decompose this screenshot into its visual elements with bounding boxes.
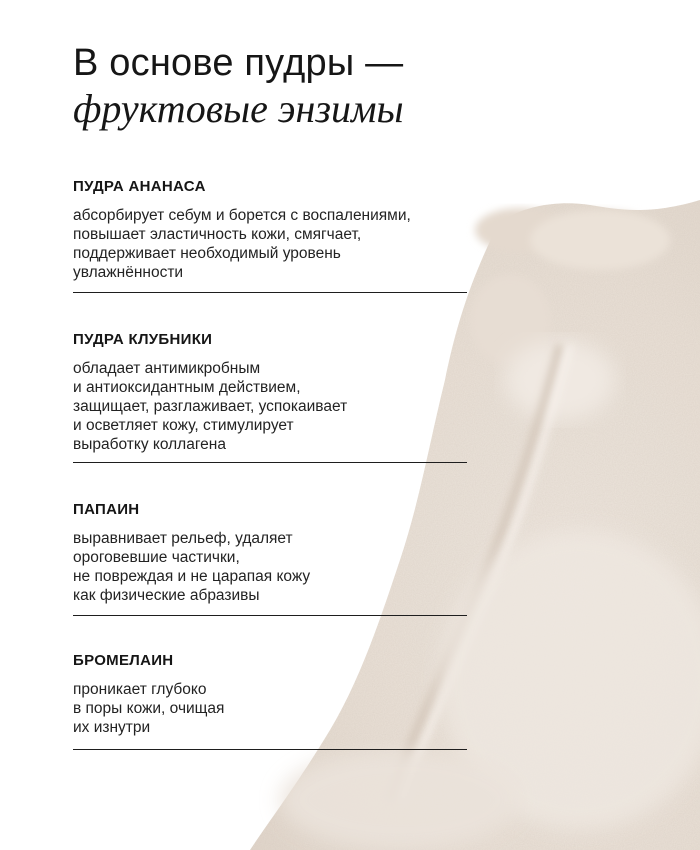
page-subtitle: фруктовые энзимы — [73, 86, 404, 131]
content-panel — [73, 40, 473, 736]
ingredient-title: ПУДРА КЛУБНИКИ — [73, 331, 213, 348]
divider — [73, 292, 467, 293]
ingredient-description: выравнивает рельеф, удаляет ороговевшие частички, не повреждая и не царапая кожу как физические абразивы — [73, 530, 311, 604]
ingredient-description: обладает антимикробным и антиоксидантным действием, защищает, разглаживает, успокаивает и осветляет кожу, стимулирует выработку коллагена — [73, 360, 348, 453]
ingredient-item-bromelain — [73, 652, 467, 737]
divider — [73, 615, 467, 616]
ingredient-item-pineapple — [73, 178, 467, 282]
ingredient-title: ПАПАИН — [73, 501, 140, 518]
ingredient-item-papain — [73, 501, 467, 605]
ingredient-description: абсорбирует себум и борется с воспалениями, повышает эластичность кожи, смягчает, поддерживает необходимый уровень увлажнённости — [73, 207, 411, 281]
divider — [73, 749, 467, 750]
ingredient-item-strawberry — [73, 331, 467, 454]
ingredient-title: БРОМЕЛАИН — [73, 652, 174, 669]
page-title: В основе пудры — — [73, 42, 404, 84]
ingredient-title: ПУДРА АНАНАСА — [73, 178, 206, 195]
ingredient-description: проникает глубоко в поры кожи, очищая их изнутри — [73, 681, 225, 736]
divider — [73, 462, 467, 463]
